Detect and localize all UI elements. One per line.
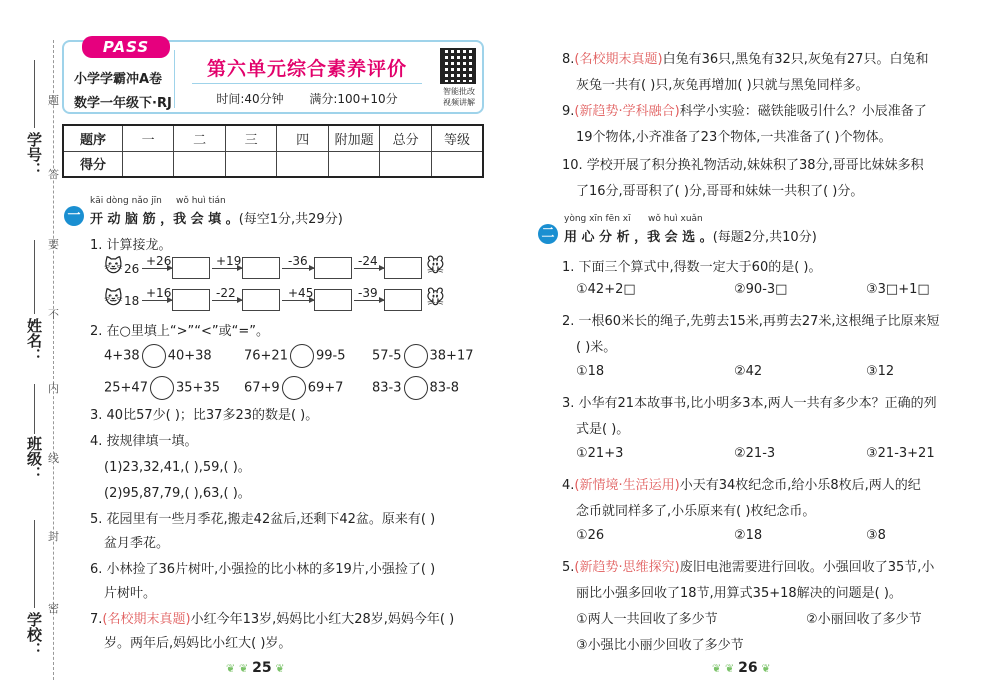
compare-circle[interactable]: [282, 376, 306, 400]
choice-option[interactable]: ③12: [866, 364, 895, 379]
cut-char: 题: [48, 94, 59, 107]
class-label: 班级：: [25, 436, 43, 481]
grade-label: 数学一年级下·RJ: [74, 96, 172, 111]
choice-question-4: [562, 474, 921, 493]
answer-box[interactable]: [314, 257, 352, 279]
question-9-line: 19个物体,小齐准备了23个物体,一共准备了( )个物体。: [576, 130, 892, 145]
arrow-icon: [142, 268, 172, 269]
question-3: 3. 40比57少( )；比37多23的数是( )。: [90, 408, 319, 423]
table-row: [63, 125, 483, 151]
qr-caption: [436, 86, 482, 108]
answer-box[interactable]: [384, 257, 422, 279]
question-number: 7.: [90, 612, 103, 627]
student-id-label: 学号：: [25, 132, 43, 177]
compare-item: [372, 344, 474, 368]
class-line: [34, 384, 35, 434]
series-name: 小学学霸冲A卷: [74, 72, 163, 87]
choice-option[interactable]: ②小丽回收了多少节: [806, 612, 922, 627]
question-8-line: 灰兔一共有( )只,灰兔再增加( )只就与黑兔同样多。: [576, 78, 869, 93]
leaf-icon: ❦: [757, 662, 771, 675]
choice-option[interactable]: ①21+3: [576, 446, 624, 461]
arrow-icon: [354, 300, 384, 301]
qr-caption-line: 智能批改: [443, 87, 475, 96]
choice-question-3-line: 式是( )。: [576, 422, 630, 437]
table-cell: 得分: [63, 151, 122, 177]
question-text: 小天有34枚纪念币,给小乐8枚后,两人的纪: [679, 478, 921, 493]
title-underline: [192, 83, 422, 84]
table-cell: 附加题: [328, 125, 380, 151]
question-9: [562, 100, 927, 119]
score-input-cell[interactable]: [380, 151, 432, 177]
answer-box[interactable]: [242, 289, 280, 311]
score-input-cell[interactable]: [431, 151, 483, 177]
section-note: (每题2分,共10分): [712, 230, 817, 245]
page-number: 25: [252, 660, 272, 676]
question-number: 4.: [562, 478, 575, 493]
pinyin: wǒ huì tián: [176, 196, 226, 206]
expr: 76+21: [244, 348, 288, 364]
expr: 99-5: [315, 348, 346, 364]
answer-box[interactable]: [172, 289, 210, 311]
table-cell: 三: [225, 125, 277, 151]
chain-op: +19: [216, 254, 242, 268]
choice-option[interactable]: ③21-3+21: [866, 446, 935, 461]
score-input-cell[interactable]: [122, 151, 174, 177]
question-text: 白兔有36只,黑兔有32只,灰兔有27只。白兔和: [662, 52, 929, 67]
mouse-icon: 🐭: [426, 288, 445, 309]
compare-circle[interactable]: [142, 344, 166, 368]
page-number: 26: [738, 660, 758, 676]
leaf-icon: ❦ ❦: [712, 662, 739, 675]
binding-dash-line: [53, 40, 54, 680]
table-cell: 题序: [63, 125, 122, 151]
question-6-line: 片树叶。: [104, 586, 157, 601]
pass-logo: PASS: [82, 36, 170, 58]
question-10: 10. 学校开展了积分换礼物活动,妹妹积了38分,哥哥比妹妹多积: [562, 158, 924, 173]
school-label: 学校：: [25, 612, 43, 657]
compare-circle[interactable]: [150, 376, 174, 400]
question-10-line: 了16分,哥哥积了( )分,哥哥和妹妹一共积了( )分。: [576, 184, 864, 199]
arrow-icon: [212, 268, 242, 269]
question-4-line: (1)23,32,41,( ),59,( )。: [104, 460, 251, 475]
question-text: 废旧电池需要进行回收。小强回收了35节,小: [679, 560, 935, 575]
table-cell: 等级: [431, 125, 483, 151]
question-number: 9.: [562, 104, 575, 119]
section-title-text: 开 动 脑 筋 ，我 会 填 。: [90, 212, 239, 227]
expr: 4+38: [104, 348, 140, 364]
chain-op: -39: [358, 286, 378, 300]
full-score: 满分:100+10分: [309, 92, 398, 106]
choice-option[interactable]: ②90-3□: [734, 282, 788, 297]
qr-code-icon[interactable]: [440, 48, 476, 84]
expr: 69+7: [307, 380, 344, 396]
cat-icon: 🐱: [104, 288, 123, 309]
choice-option[interactable]: ①26: [576, 528, 605, 543]
compare-item: [244, 376, 343, 400]
choice-question-5: [562, 556, 934, 575]
section-title: [90, 208, 343, 227]
question-1: 1. 计算接龙。: [90, 238, 172, 253]
cut-char: 内: [48, 382, 59, 395]
compare-circle[interactable]: [404, 344, 428, 368]
chain-op: +26: [146, 254, 172, 268]
qr-caption-line: 视频讲解: [443, 98, 475, 107]
expr: 67+9: [244, 380, 280, 396]
choice-option[interactable]: ③小强比小丽少回收了多少节: [576, 638, 744, 653]
cut-char: 要: [48, 238, 59, 251]
choice-question-3: 3. 小华有21本故事书,比小明多3本,两人一共有多少本？正确的列: [562, 396, 937, 411]
answer-box[interactable]: [384, 289, 422, 311]
cut-char: 不: [48, 308, 59, 321]
student-id-line: [34, 60, 35, 128]
chain-op: -22: [216, 286, 236, 300]
choice-option[interactable]: ①42+2□: [576, 282, 636, 297]
choice-question-5-line: 丽比小强多回收了18节,用算式35+18解决的问题是( )。: [576, 586, 902, 601]
cat-icon: 🐱: [104, 256, 123, 277]
section-badge: 二: [538, 224, 558, 244]
chain-start: 18: [124, 294, 140, 308]
table-row: [63, 151, 483, 177]
section-title-text: 用 心 分 析 ，我 会 选 。: [564, 230, 713, 245]
score-input-cell[interactable]: [328, 151, 380, 177]
chain-op: -24: [358, 254, 378, 268]
time-limit: 时间:40分钟: [216, 92, 284, 106]
section-badge: 一: [64, 206, 84, 226]
score-table: [62, 124, 484, 178]
choice-option[interactable]: ③8: [866, 528, 886, 543]
choice-option[interactable]: ②21-3: [734, 446, 776, 461]
arrow-icon: [282, 300, 314, 301]
cut-char: 线: [48, 452, 59, 465]
question-text: 科学小实验：磁铁能吸引什么？小辰准备了: [679, 104, 927, 119]
table-cell: 总分: [380, 125, 432, 151]
compare-circle[interactable]: [404, 376, 428, 400]
choice-question-4-line: 念币就同样多了,小乐原来有( )枚纪念币。: [576, 504, 816, 519]
choice-option[interactable]: ①18: [576, 364, 605, 379]
leaf-icon: ❦ ❦: [226, 662, 253, 675]
school-line: [34, 520, 35, 608]
expr: 40+38: [167, 348, 212, 364]
compare-item: [104, 376, 220, 400]
question-6: 6. 小林捡了36片树叶,小强捡的比小林的多19片,小强捡了( ): [90, 562, 436, 577]
arrow-icon: [282, 268, 314, 269]
cut-char: 封: [48, 530, 59, 543]
compare-item: [104, 344, 212, 368]
choice-question-1: 1. 下面三个算式中,得数一定大于60的是( )。: [562, 260, 822, 275]
leaf-icon: ❦: [271, 662, 285, 675]
question-text: 小红今年13岁,妈妈比小红大28岁,妈妈今年( ): [190, 612, 455, 627]
score-input-cell[interactable]: [225, 151, 277, 177]
question-tag: (名校期末真题): [574, 52, 663, 67]
arrow-icon: [354, 268, 384, 269]
chain-op: -36: [288, 254, 308, 268]
expr: 38+17: [429, 348, 474, 364]
pinyin: wǒ huì xuǎn: [648, 214, 703, 224]
choice-option[interactable]: ①两人一共回收了多少节: [576, 612, 718, 627]
expr: 25+47: [104, 380, 148, 396]
exam-header: [62, 40, 484, 114]
question-tag: (新趋势·思维探究): [574, 560, 680, 575]
answer-box[interactable]: [242, 257, 280, 279]
question-2: 2. 在○里填上“>”“<”或“=”。: [90, 324, 269, 339]
chain-op: +16: [146, 286, 172, 300]
question-4: 4. 按规律填一填。: [90, 434, 198, 449]
score-input-cell[interactable]: [174, 151, 226, 177]
expr: 35+35: [175, 380, 220, 396]
choice-option[interactable]: ②42: [734, 364, 763, 379]
chain-op: +45: [288, 286, 314, 300]
question-8: [562, 48, 928, 67]
arrow-icon: [212, 300, 242, 301]
choice-question-2-line: ( )米。: [576, 340, 617, 355]
arrow-icon: [142, 300, 172, 301]
question-tag: (新情境·生活运用): [574, 478, 680, 493]
score-input-cell[interactable]: [277, 151, 329, 177]
expr: 83-8: [429, 380, 460, 396]
pinyin: yòng xīn fēn xī: [564, 214, 631, 224]
compare-item: [244, 344, 346, 368]
table-cell: 一: [122, 125, 174, 151]
student-name-line: [34, 240, 35, 314]
chain-start: 26: [124, 262, 140, 276]
question-number: 5.: [562, 560, 575, 575]
table-cell: 四: [277, 125, 329, 151]
compare-circle[interactable]: [290, 344, 314, 368]
question-7-line: 岁。两年后,妈妈比小红大( )岁。: [104, 636, 292, 651]
question-tag: (名校期末真题): [102, 612, 191, 627]
expr: 57-5: [372, 348, 402, 364]
cut-char: 密: [48, 602, 59, 615]
cut-char: 答: [48, 168, 59, 181]
mouse-icon: 🐭: [426, 256, 445, 277]
header-divider: [174, 50, 175, 108]
answer-box[interactable]: [172, 257, 210, 279]
section-note: (每空1分,共29分): [238, 212, 343, 227]
answer-box[interactable]: [314, 289, 352, 311]
choice-option[interactable]: ③3□+1□: [866, 282, 930, 297]
page-number-right: [712, 660, 771, 676]
question-7: [90, 608, 454, 627]
question-tag: (新趋势·学科融合): [574, 104, 680, 119]
pinyin: kāi dòng nǎo jīn: [90, 196, 162, 206]
question-4-line: (2)95,87,79,( ),63,( )。: [104, 486, 251, 501]
student-name-label: 姓名：: [25, 318, 43, 363]
table-cell: 二: [174, 125, 226, 151]
choice-question-2: 2. 一根60米长的绳子,先剪去15米,再剪去27米,这根绳子比原来短: [562, 314, 940, 329]
expr: 83-3: [372, 380, 402, 396]
question-number: 8.: [562, 52, 575, 67]
compare-item: [372, 376, 459, 400]
question-5-line: 盆月季花。: [104, 536, 170, 551]
exam-meta: [192, 90, 422, 107]
section-title: [564, 226, 817, 245]
choice-option[interactable]: ②18: [734, 528, 763, 543]
page-number-left: [226, 660, 285, 676]
question-5: 5. 花园里有一些月季花,搬走42盆后,还剩下42盆。原来有( ): [90, 512, 436, 527]
page-title: 第六单元综合素养评价: [206, 58, 407, 80]
